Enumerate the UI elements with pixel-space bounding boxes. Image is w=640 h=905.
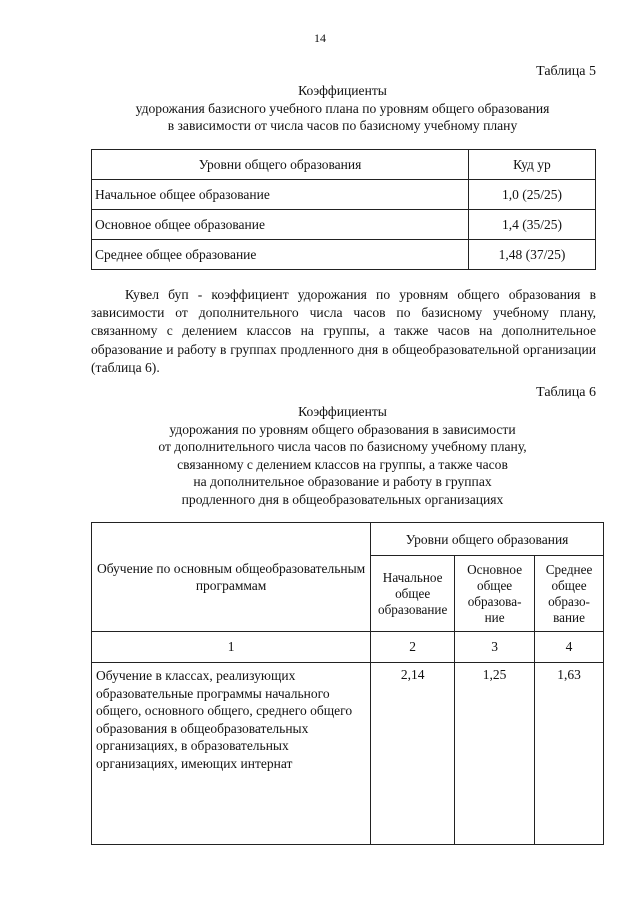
table6-subheader-basic: Основное общее образова-ние (455, 556, 535, 632)
table6-row-label: Обучение в классах, реализующих образовательные программы начального общего, основного общего, среднего общего образования в общеобразовательных организациях, в образовательных организациях, имеющих интернат (92, 663, 371, 845)
table6-col-number: 2 (371, 632, 455, 663)
table6-title-line: от дополнительного числа часов по базисному учебному плану, (158, 439, 527, 454)
table5-title-line: в зависимости от числа часов по базисному учебному плану (167, 118, 518, 133)
table6-value-basic: 1,25 (455, 663, 535, 845)
table6-label: Таблица 6 (536, 385, 596, 400)
table-row (92, 210, 596, 240)
table6-header-levels: Уровни общего образования (371, 523, 604, 556)
table5-header-coef: Куд ур (469, 150, 596, 180)
table6-title (40, 403, 640, 508)
table5-level-cell: Среднее общее образование (92, 240, 469, 270)
table5-header-row (92, 150, 596, 180)
table6-title-line: Коэффициенты (298, 404, 387, 419)
table6-header-row (92, 523, 604, 556)
table5-title-line: удорожания базисного учебного плана по уровням общего образования (135, 100, 550, 116)
table6-col-number: 1 (92, 632, 371, 663)
table5 (91, 149, 596, 270)
table5-level-cell: Начальное общее образование (92, 180, 469, 210)
table6-header-programs: Обучение по основным общеобразовательным программам (92, 523, 371, 632)
table6-value-secondary: 1,63 (535, 663, 604, 845)
table6-col-number: 4 (535, 632, 604, 663)
table5-value-cell: 1,4 (35/25) (469, 210, 596, 240)
body-paragraph: Кувел буп - коэффициент удорожания по уровням общего образования в зависимости от дополнительного числа часов по базисному учебному плану, связанному с делением классов на группы, а также часов на дополнительное образование и работу в группах продленного дня в общеобразовательной организации (таблица 6). (91, 287, 596, 375)
table-row (92, 180, 596, 210)
table5-label: Таблица 5 (536, 64, 596, 79)
table5-value-cell: 1,0 (25/25) (469, 180, 596, 210)
table6-subheader-primary: Начальное общее образование (371, 556, 455, 632)
table6-title-line: продленного дня в общеобразовательных организациях (181, 491, 504, 507)
table5-title (40, 82, 640, 135)
table6-number-row (92, 632, 604, 663)
table5-title-line: Коэффициенты (298, 83, 387, 98)
table5-level-cell: Основное общее образование (92, 210, 469, 240)
page-number: 14 (314, 31, 326, 45)
table6-col-number: 3 (455, 632, 535, 663)
table-row (92, 663, 604, 845)
table6 (91, 522, 604, 845)
table6-value-primary: 2,14 (371, 663, 455, 845)
table5-header-level: Уровни общего образования (92, 150, 469, 180)
table5-value-cell: 1,48 (37/25) (469, 240, 596, 270)
table6-title-line: на дополнительное образование и работу в группах (193, 474, 492, 489)
table-row (92, 240, 596, 270)
table6-title-line: связанному с делением классов на группы, а также часов (177, 456, 508, 472)
table6-title-line: удорожания по уровням общего образования в зависимости (169, 421, 516, 437)
table6-subheader-secondary: Среднее общее образо-вание (535, 556, 604, 632)
